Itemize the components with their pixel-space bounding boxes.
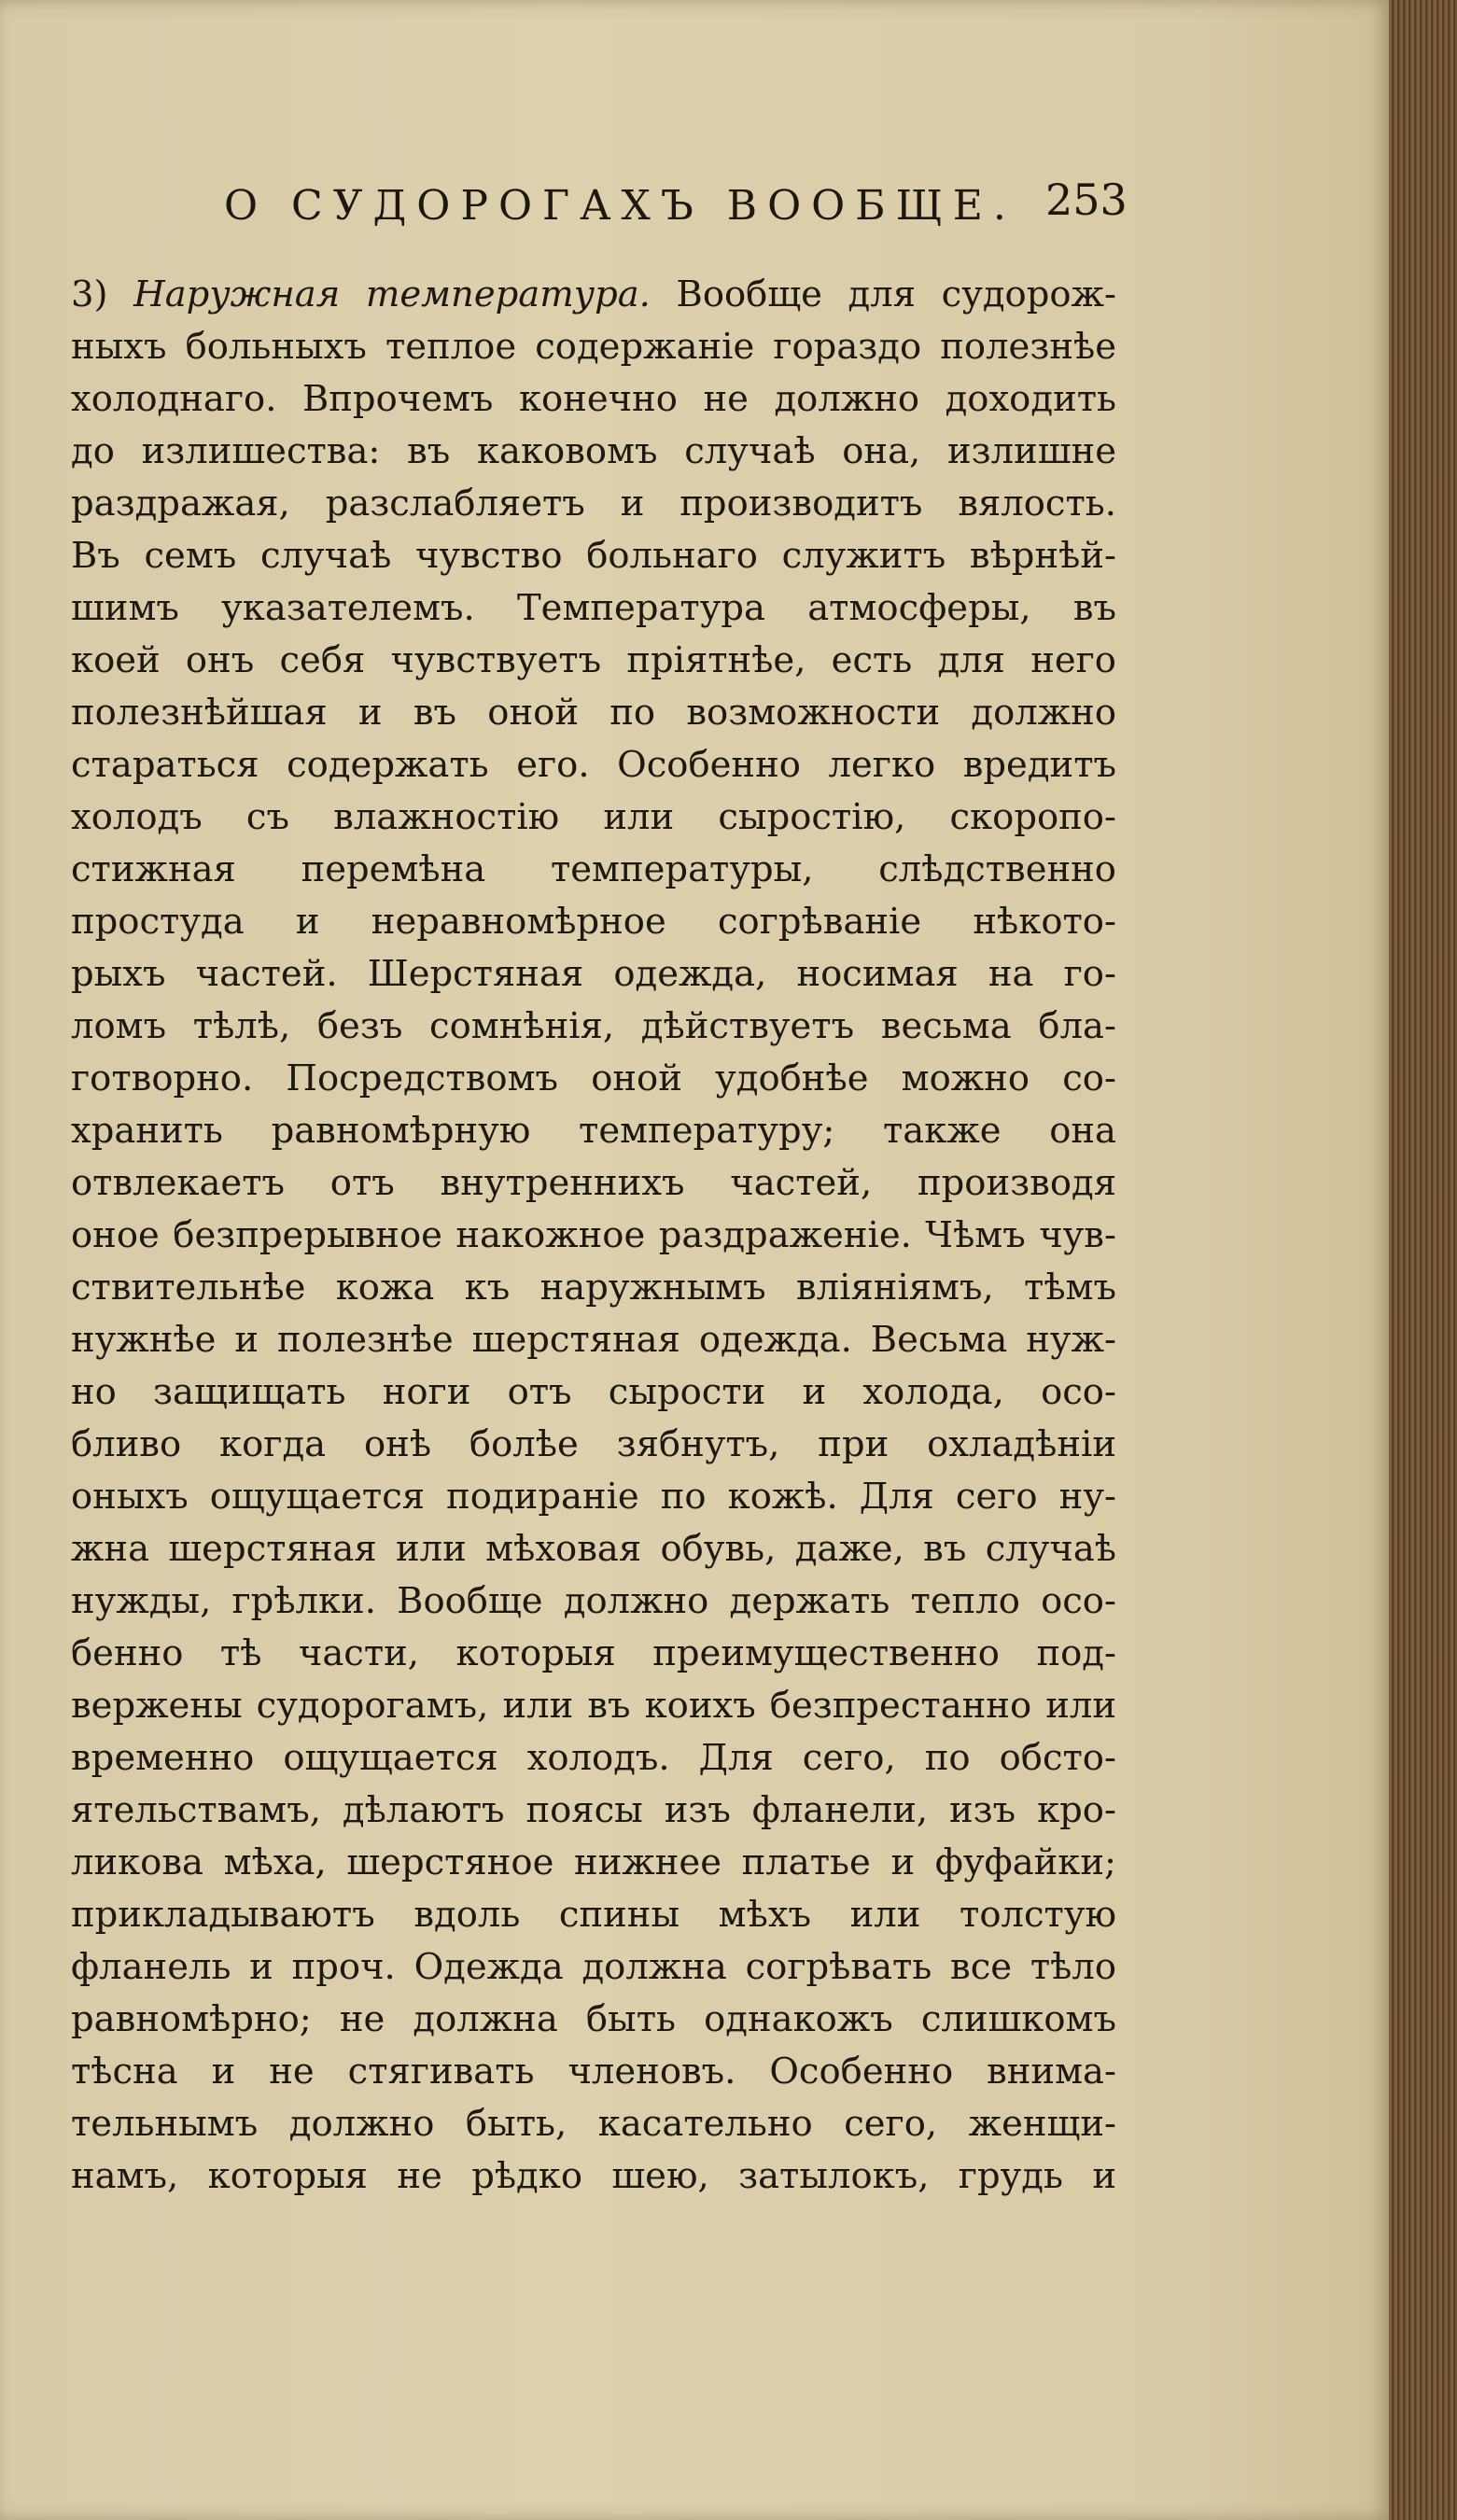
text-line: тѣсна и не стягивать членовъ. Особенно внима- bbox=[71, 2051, 1116, 2093]
text-line: холоднаго. Впрочемъ конечно не должно доходить bbox=[71, 378, 1116, 420]
page-number: 253 bbox=[1045, 175, 1128, 225]
text-line: простуда и неравномѣрное согрѣваніе нѣкото- bbox=[71, 901, 1116, 943]
text-line: фланель и проч. Одежда должна согрѣвать все тѣло bbox=[71, 1946, 1116, 1988]
text-line: бенно тѣ части, которыя преимущественно под- bbox=[71, 1632, 1116, 1674]
text-line: стижная перемѣна температуры, слѣдственно bbox=[71, 848, 1116, 890]
first-line-text: Вообще для судорож- bbox=[676, 273, 1116, 315]
page-header bbox=[224, 175, 1128, 257]
text-line: оное безпрерывное накожное раздраженіе. Чѣмъ чув- bbox=[71, 1214, 1116, 1256]
text-line: временно ощущается холодъ. Для сего, по обсто- bbox=[71, 1737, 1116, 1779]
text-line: готворно. Посредствомъ оной удобнѣе можно со- bbox=[71, 1057, 1116, 1099]
text-line: оныхъ ощущается подираніе по кожѣ. Для сего ну- bbox=[71, 1476, 1116, 1518]
book-page-edge bbox=[1389, 0, 1457, 2520]
text-line: равномѣрно; не должна быть однакожъ слишкомъ bbox=[71, 1998, 1116, 2040]
text-line: жна шерстяная или мѣховая обувь, даже, въ случаѣ bbox=[71, 1528, 1116, 1570]
text-line: тельнымъ должно быть, касательно сего, женщи- bbox=[71, 2103, 1116, 2145]
text-line: холодъ съ влажностію или сыростію, скоропо- bbox=[71, 796, 1116, 838]
text-line: до излишества: въ каковомъ случаѣ она, излишне bbox=[71, 430, 1116, 472]
text-line: Въ семъ случаѣ чувство больнаго служитъ вѣрнѣй- bbox=[71, 535, 1116, 577]
text-line: ломъ тѣлѣ, безъ сомнѣнія, дѣйствуетъ весьма бла- bbox=[71, 1005, 1116, 1047]
text-line: ныхъ больныхъ теплое содержаніе гораздо полезнѣе bbox=[71, 326, 1116, 368]
text-line: ятельствамъ, дѣлаютъ поясы изъ фланели, изъ кро- bbox=[71, 1789, 1116, 1831]
text-line: шимъ указателемъ. Температура атмосферы, въ bbox=[71, 587, 1116, 629]
text-line: бливо когда онѣ болѣе зябнутъ, при охладѣніи bbox=[71, 1423, 1116, 1465]
text-line: нужнѣе и полезнѣе шерстяная одежда. Весьма нуж- bbox=[71, 1319, 1116, 1361]
text-line: ликова мѣха, шерстяное нижнее платье и фуфайки; bbox=[71, 1841, 1116, 1883]
text-line: полезнѣйшая и въ оной по возможности должно bbox=[71, 692, 1116, 734]
text-line: намъ, которыя не рѣдко шею, затылокъ, грудь и bbox=[71, 2155, 1116, 2197]
text-line: вержены судорогамъ, или въ коихъ безпрестанно или bbox=[71, 1685, 1116, 1727]
paragraph-heading: Наружная температура. bbox=[133, 273, 651, 315]
text-line: прикладываютъ вдоль спины мѣхъ или толстую bbox=[71, 1894, 1116, 1936]
text-line: стараться содержать его. Особенно легко вредитъ bbox=[71, 744, 1116, 786]
text-line: ствительнѣе кожа къ наружнымъ вліяніямъ, тѣмъ bbox=[71, 1267, 1116, 1309]
running-title: О СУДОРОГАХЪ ВООБЩЕ. bbox=[224, 182, 1016, 230]
paragraph-marker: 3) bbox=[71, 273, 108, 315]
text-line: рыхъ частей. Шерстяная одежда, носимая на го- bbox=[71, 953, 1116, 995]
text-line: раздражая, разслабляетъ и производитъ вялость. bbox=[71, 483, 1116, 525]
text-line: но защищать ноги отъ сырости и холода, осо- bbox=[71, 1371, 1116, 1413]
text-line: нужды, грѣлки. Вообще должно держать тепло осо- bbox=[71, 1580, 1116, 1622]
text-line: хранить равномѣрную температуру; также она bbox=[71, 1110, 1116, 1152]
text-line: коей онъ себя чувствуетъ пріятнѣе, есть для него bbox=[71, 639, 1116, 681]
text-line-first bbox=[71, 267, 1116, 323]
text-line: отвлекаетъ отъ внутреннихъ частей, производя bbox=[71, 1162, 1116, 1204]
